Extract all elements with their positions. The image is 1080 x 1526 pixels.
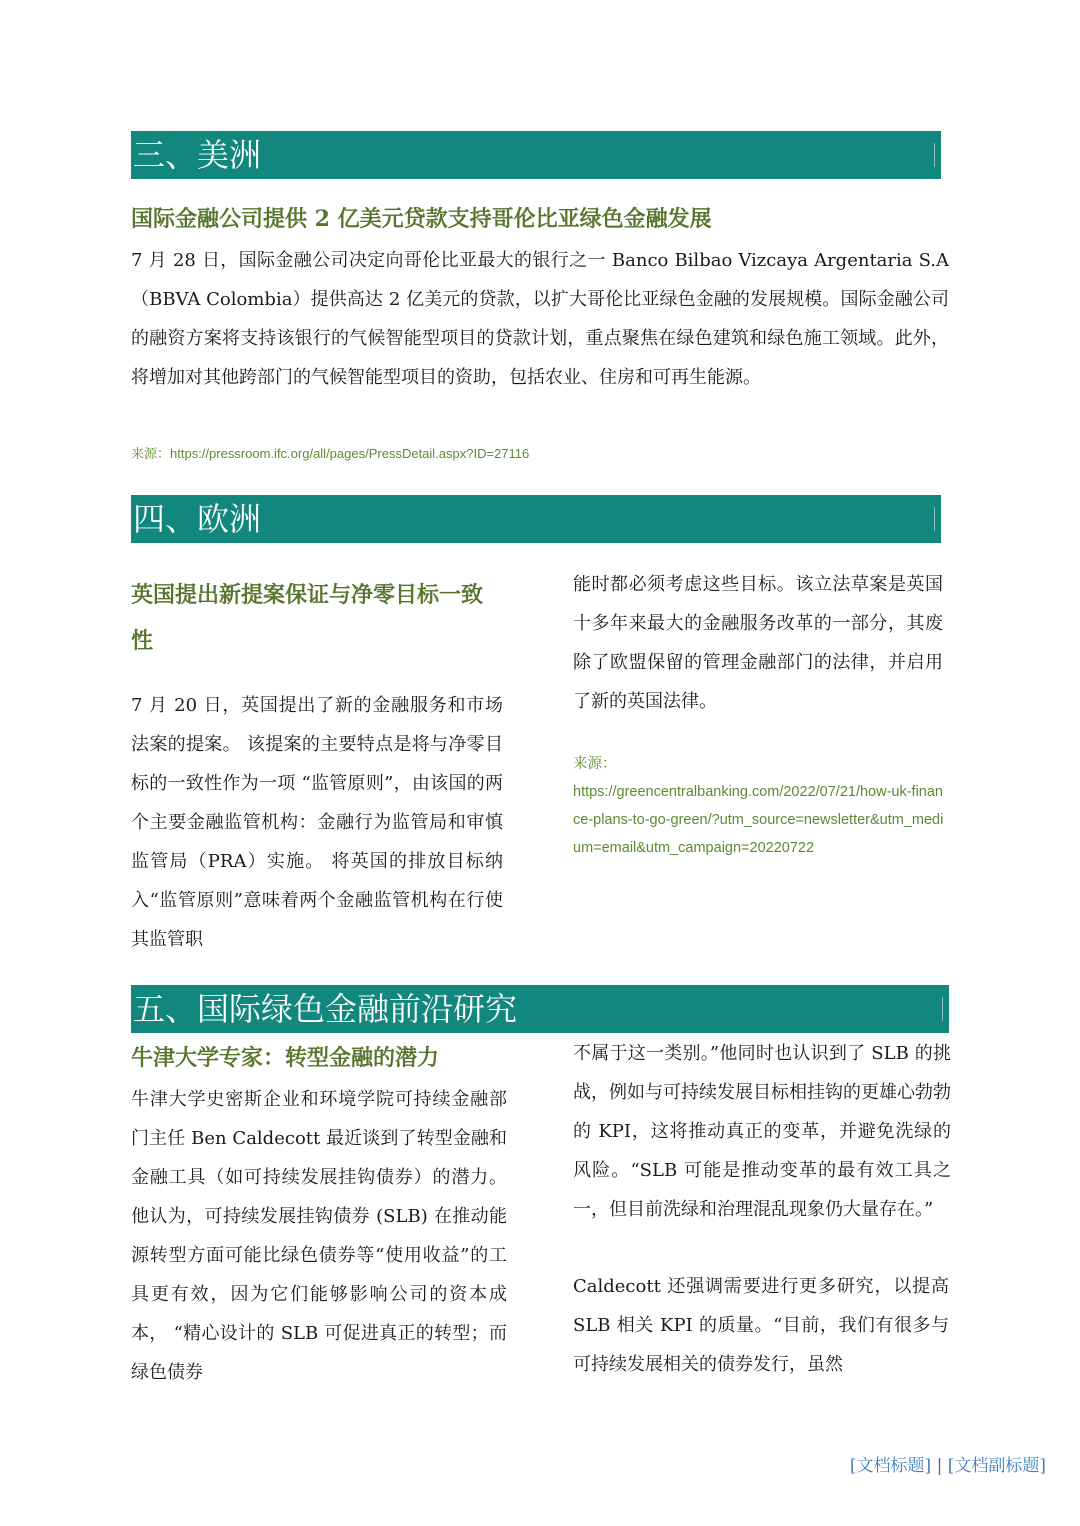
section-heading-americas: 三、美洲 [131,131,941,179]
footer-doc-title[interactable]: [文档标题] [849,1456,932,1476]
footer-separator: | [931,1456,948,1476]
article-body-oxford-left: 牛津大学史密斯企业和环境学院可持续金融部门主任 Ben Caldecott 最近谈到了转型金融和金融工具（如可持续发展挂钩债券）的潜力。他认为，可持续发展挂钩债券 (SLB) 在推动能源转型方面可能比绿色债券等“使用收益”的工具更有效，因为它们能够影响公司的资本成本， “精心设计的 SLB 可促进真正的转型；而绿色债券 [131,1089,507,1383]
article-body-oxford-right-2: Caldecott 还强调需要进行更多研究，以提高 SLB 相关 KPI 的质量。“目前，我们有很多与可持续发展相关的债券发行，虽然 [573,1276,949,1375]
article-body-ifc: 7 月 28 日，国际金融公司决定向哥伦比亚最大的银行之一 Banco Bilbao Vizcaya Argentaria S.A（BBVA Colombia）提供高达 2 亿美元的贷款，以扩大哥伦比亚绿色金融的发展规模。国际金融公司的融资方案将支持该银行的气候智能型项目的贷款计划，重点聚焦在绿色建筑和绿色施工领域。此外，将增加对其他跨部门的气候智能型项目的资助，包括农业、住房和可再生能源。 [131,250,949,388]
article-body-uk-left: 7 月 20 日，英国提出了新的金融服务和市场法案的提案。 该提案的主要特点是将与净零目标的一致性作为一项 “监管原则”，由该国的两个主要金融监管机构：金融行为监管局和审慎监管局（PRA）实施。 将英国的排放目标纳入“监管原则”意味着两个金融监管机构在行使其监管职 [131,695,503,950]
article-title-uk: 英国提出新提案保证与净零目标一致性 [131,582,484,654]
source-label: 来源： [131,447,171,462]
source-line-uk [573,750,949,862]
source-link-uk[interactable]: https://greencentralbanking.com/2022/07/21/how-uk-finance-plans-to-go-green/?utm_source=newsletter&utm_medium=email&utm_campaign=20220722 [573,784,944,856]
source-link-ifc[interactable]: https://pressroom.ifc.org/all/pages/PressDetail.aspx?ID=27116 [170,446,530,461]
page-footer [850,1451,1046,1476]
section-heading-europe: 四、欧洲 [131,495,941,543]
section-heading-research: 五、国际绿色金融前沿研究 [131,985,949,1033]
source-line-ifc [131,443,529,462]
source-label: 来源： [573,756,617,772]
article-body-oxford-right-1: 不属于这一类别。”他同时也认识到了 SLB 的挑战，例如与可持续发展目标相挂钩的更雄心勃勃的 KPI，这将推动真正的变革，并避免洗绿的风险。“SLB 可能是推动变革的最有效工具之一，但目前洗绿和治理混乱现象仍大量存在。” [573,1043,951,1220]
article-title-oxford: 牛津大学专家：转型金融的潜力 [131,1045,440,1071]
article-body-uk-right: 能时都必须考虑这些目标。该立法草案是英国十多年来最大的金融服务改革的一部分，其废除了欧盟保留的管理金融部门的法律，并启用了新的英国法律。 [573,574,943,712]
article-title-ifc: 国际金融公司提供 2 亿美元贷款支持哥伦比亚绿色金融发展 [131,206,712,232]
footer-doc-subtitle[interactable]: [文档副标题] [947,1456,1046,1476]
